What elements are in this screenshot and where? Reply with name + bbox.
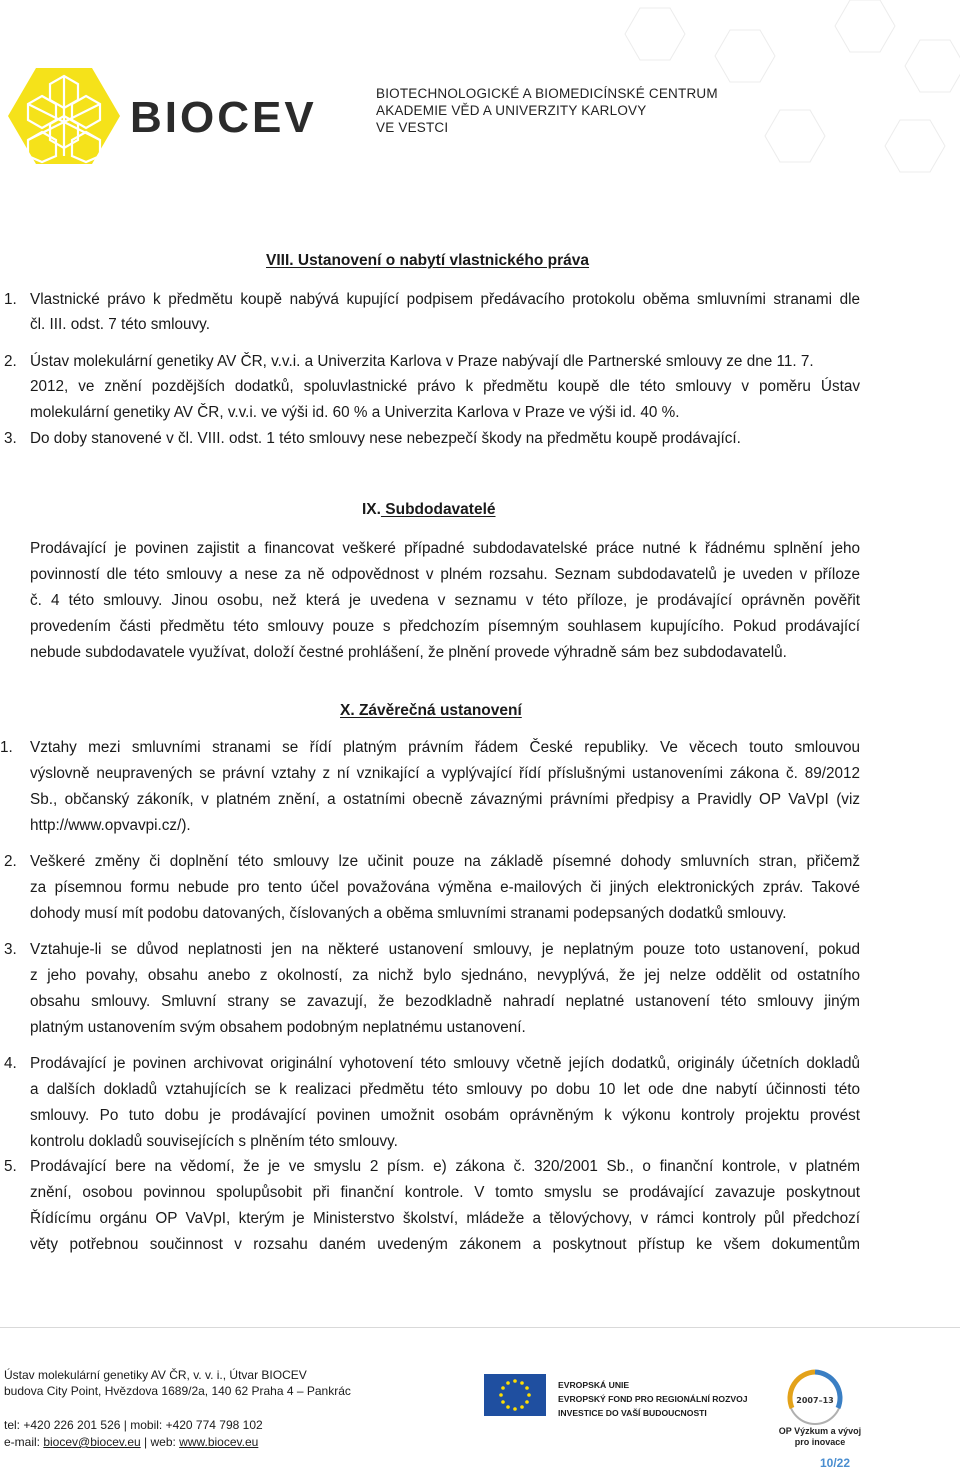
footer-address: budova City Point, Hvězdova 1689/2a, 140 62 Praha 4 – Pankrác [4, 1384, 351, 1398]
list-number: 1. [0, 739, 13, 756]
s9-line3: č. 4 této smlouvy. Jinou osobu, než která je uvedena v seznamu v této příloze, je prodávající oprávněn pověřit [30, 592, 860, 609]
biocev-logo-icon [8, 66, 120, 166]
biocev-logo-text: BIOCEV [130, 93, 317, 142]
paragraph-text: Do doby stanovené v čl. VIII. odst. 1 této smlouvy nese nebezpečí škody na předmětu koupě prodávající. [30, 430, 741, 447]
list-number: 1. [4, 291, 17, 308]
s8-p1-line2: čl. III. odst. 7 této smlouvy. [30, 316, 210, 333]
op-line-1: OP Výzkum a vývoj [778, 1426, 862, 1436]
s10-p1-line3: Sb., občanský zákoník, v platném znění, a ostatními obecně závaznými právními předpisy a Pravidly OP VaVpI (viz [30, 791, 860, 808]
s10-p3-line3: obsahu smlouvy. Smluvní strany se zavazují, že bezodkladně nahradí neplatné ustanovení této smlouvy jiným [30, 993, 860, 1010]
op-vav-logo-icon [770, 1368, 860, 1430]
paragraph-text: Vztahuje-li se důvod neplatnosti jen na některé ustanovení smlouvy, je neplatným pouze toto ustanovení, pokud [30, 941, 860, 958]
heading-number: IX. [362, 501, 381, 518]
s8-p2-line3: molekulární genetiky AV ČR, v.v.i. ve výši id. 60 % a Univerzita Karlova v Praze ve výši id. 40 %. [30, 404, 680, 421]
s10-p4-line2: a dalších dokladů vztahujících se k realizaci předmětu této smlouvy po dobu 10 let ode dne nabytí účinnosti této [30, 1081, 860, 1098]
list-number: 4. [4, 1055, 17, 1072]
web-link[interactable]: www.biocev.eu [179, 1435, 259, 1449]
email-link[interactable]: biocev@biocev.eu [43, 1435, 141, 1449]
s10-p5-line4: věty potřebnou součinnost v rozsahu daném uvedeným zákonem a poskytnout přístup ke všem dokumentům [30, 1236, 860, 1253]
eu-line-1: EVROPSKÁ UNIE [558, 1380, 630, 1390]
s8-p1-line1 [4, 287, 860, 313]
op-years-text: 2007–13 [796, 1396, 834, 1405]
eu-funding-text [558, 1378, 748, 1420]
s10-p2-line1 [4, 849, 860, 875]
s10-p1-line2: výslovně neupravených se právní vztahy z ní vznikající a vyplývající řídí příslušnými ustanoveními zákona č. 89/2012 [30, 765, 860, 782]
s9-line1: Prodávající je povinen zajistit a financovat veškeré případné subdodavatelské práce nutné k řádnému splnění jeho [30, 540, 860, 557]
section-9-heading [362, 501, 496, 519]
s10-p5-line3: Řídícímu orgánu OP VaVpI, kterým je Ministerstvo školství, mládeže a tělovýchovy, v rámci kontroly půl předchozí [30, 1210, 860, 1227]
eu-line-3: INVESTICE DO VAŠÍ BUDOUCNOSTI [558, 1408, 707, 1418]
s10-p2-line3: dohody musí mít podobu datovaných, číslovaných a oběma smluvními stranami podepsaných dodatků smlouvy. [30, 905, 787, 922]
page-number: 10/22 [820, 1456, 851, 1470]
paragraph-text: Prodávající je povinen archivovat originální vyhotovení této smlouvy včetně jejích dodatků, originály účetních dokladů [30, 1055, 860, 1072]
s10-p4-line3: smlouvy. Po tuto dobu je prodávající povinen umožnit osobám oprávněným k výkonu kontroly projektu provést [30, 1107, 860, 1124]
s10-p2-line2: za písemnou formu nebude pro tento účel považována výměna e-mailových či jiných elektronických zpráv. Takové [30, 879, 860, 896]
paragraph-text: Vztahy mezi smluvními stranami se řídí platným právním řádem České republiky. Ve věcech touto smlouvou [30, 739, 860, 756]
list-number: 3. [4, 941, 17, 958]
paragraph-text: Veškeré změny či doplnění této smlouvy lze učinit pouze na základě písemné dohody smluvních stran, přičemž [30, 853, 860, 870]
section-8-heading: VIII. Ustanovení o nabytí vlastnického práva [266, 252, 590, 269]
s10-p1-line4: http://www.opvavpi.cz/). [30, 817, 191, 834]
list-number: 2. [4, 353, 17, 370]
list-number: 5. [4, 1158, 17, 1175]
s10-p4-line4: kontrolu dokladů souvisejících s plněním této smlouvy. [30, 1133, 398, 1150]
email-label: e-mail: [4, 1435, 44, 1449]
s10-p1-line1 [0, 735, 860, 761]
eu-flag-icon [484, 1374, 546, 1416]
header-title-line-3: VE VESTCI [376, 120, 449, 135]
eu-line-2: EVROPSKÝ FOND PRO REGIONÁLNÍ ROZVOJ [558, 1394, 748, 1404]
s9-line5: nebude subdodavatele využívat, doloží čestné prohlášení, že plnění provede výhradně sám bez subdodavatelů. [30, 644, 787, 661]
footer-contact [4, 1435, 258, 1449]
s9-line4: provedením části předmětu této smlouvy pouze s předchozím písemným souhlasem kupujícího. Pokud prodávající [30, 618, 860, 635]
s10-p3-line1 [4, 937, 860, 963]
list-number: 2. [4, 853, 17, 870]
s8-p2-line2: 2012, ve znění pozdějších dodatků, spoluvlastnické právo k předmětu koupě dle této smlouvy v poměru Ústav [30, 378, 860, 395]
s10-p3-line4: platným ustanovením svým obsahem podobným neplatnému ustanovení. [30, 1019, 526, 1036]
heading-title: Subdodavatelé [380, 501, 496, 518]
footer-divider [0, 1327, 960, 1328]
s9-line2: povinností dle této smlouvy a nese za ně odpovědnost v plném rozsahu. Seznam subdodavatelů je uveden v příloze [30, 566, 860, 583]
paragraph-text: Vlastnické právo k předmětu koupě nabývá kupující podpisem předávacího protokolu oběma smluvními stranami dle [30, 291, 860, 308]
s10-p5-line1 [4, 1154, 860, 1180]
header-title-line-1: BIOTECHNOLOGICKÉ A BIOMEDICÍNSKÉ CENTRUM [376, 86, 718, 101]
header-title-line-2: AKADEMIE VĚD A UNIVERZITY KARLOVY [376, 103, 647, 118]
paragraph-text: Prodávající bere na vědomí, že je ve smyslu 2 písm. e) zákona č. 320/2001 Sb., o finanční kontrole, v platném [30, 1158, 860, 1175]
footer-org-name: Ústav molekulární genetiky AV ČR, v. v. i., Útvar BIOCEV [4, 1368, 307, 1382]
list-number: 3. [4, 430, 17, 447]
web-label: | web: [140, 1435, 180, 1449]
s10-p3-line2: z jeho povahy, obsahu anebo z okolností, za nichž bylo sjednáno, nevyplývá, že jej nelze oddělit od ostatního [30, 967, 860, 984]
op-line-2: pro inovace [794, 1437, 846, 1447]
s10-p5-line2: znění, osobou povinnou spolupůsobit při finanční kontrole. V tomto smyslu se prodávající zavazuje poskytnout [30, 1184, 860, 1201]
op-program-text [770, 1426, 870, 1448]
paragraph-text: Ústav molekulární genetiky AV ČR, v.v.i. a Univerzita Karlova v Praze nabývají dle Partnerské smlouvy ze dne 11. 7. [30, 353, 814, 370]
s8-p3-line1 [4, 426, 741, 452]
s8-p2-line1 [4, 349, 864, 375]
section-10-heading: X. Závěrečná ustanovení [340, 702, 522, 719]
footer-phone: tel: +420 226 201 526 | mobil: +420 774 798 102 [4, 1418, 263, 1432]
s10-p4-line1 [4, 1051, 860, 1077]
